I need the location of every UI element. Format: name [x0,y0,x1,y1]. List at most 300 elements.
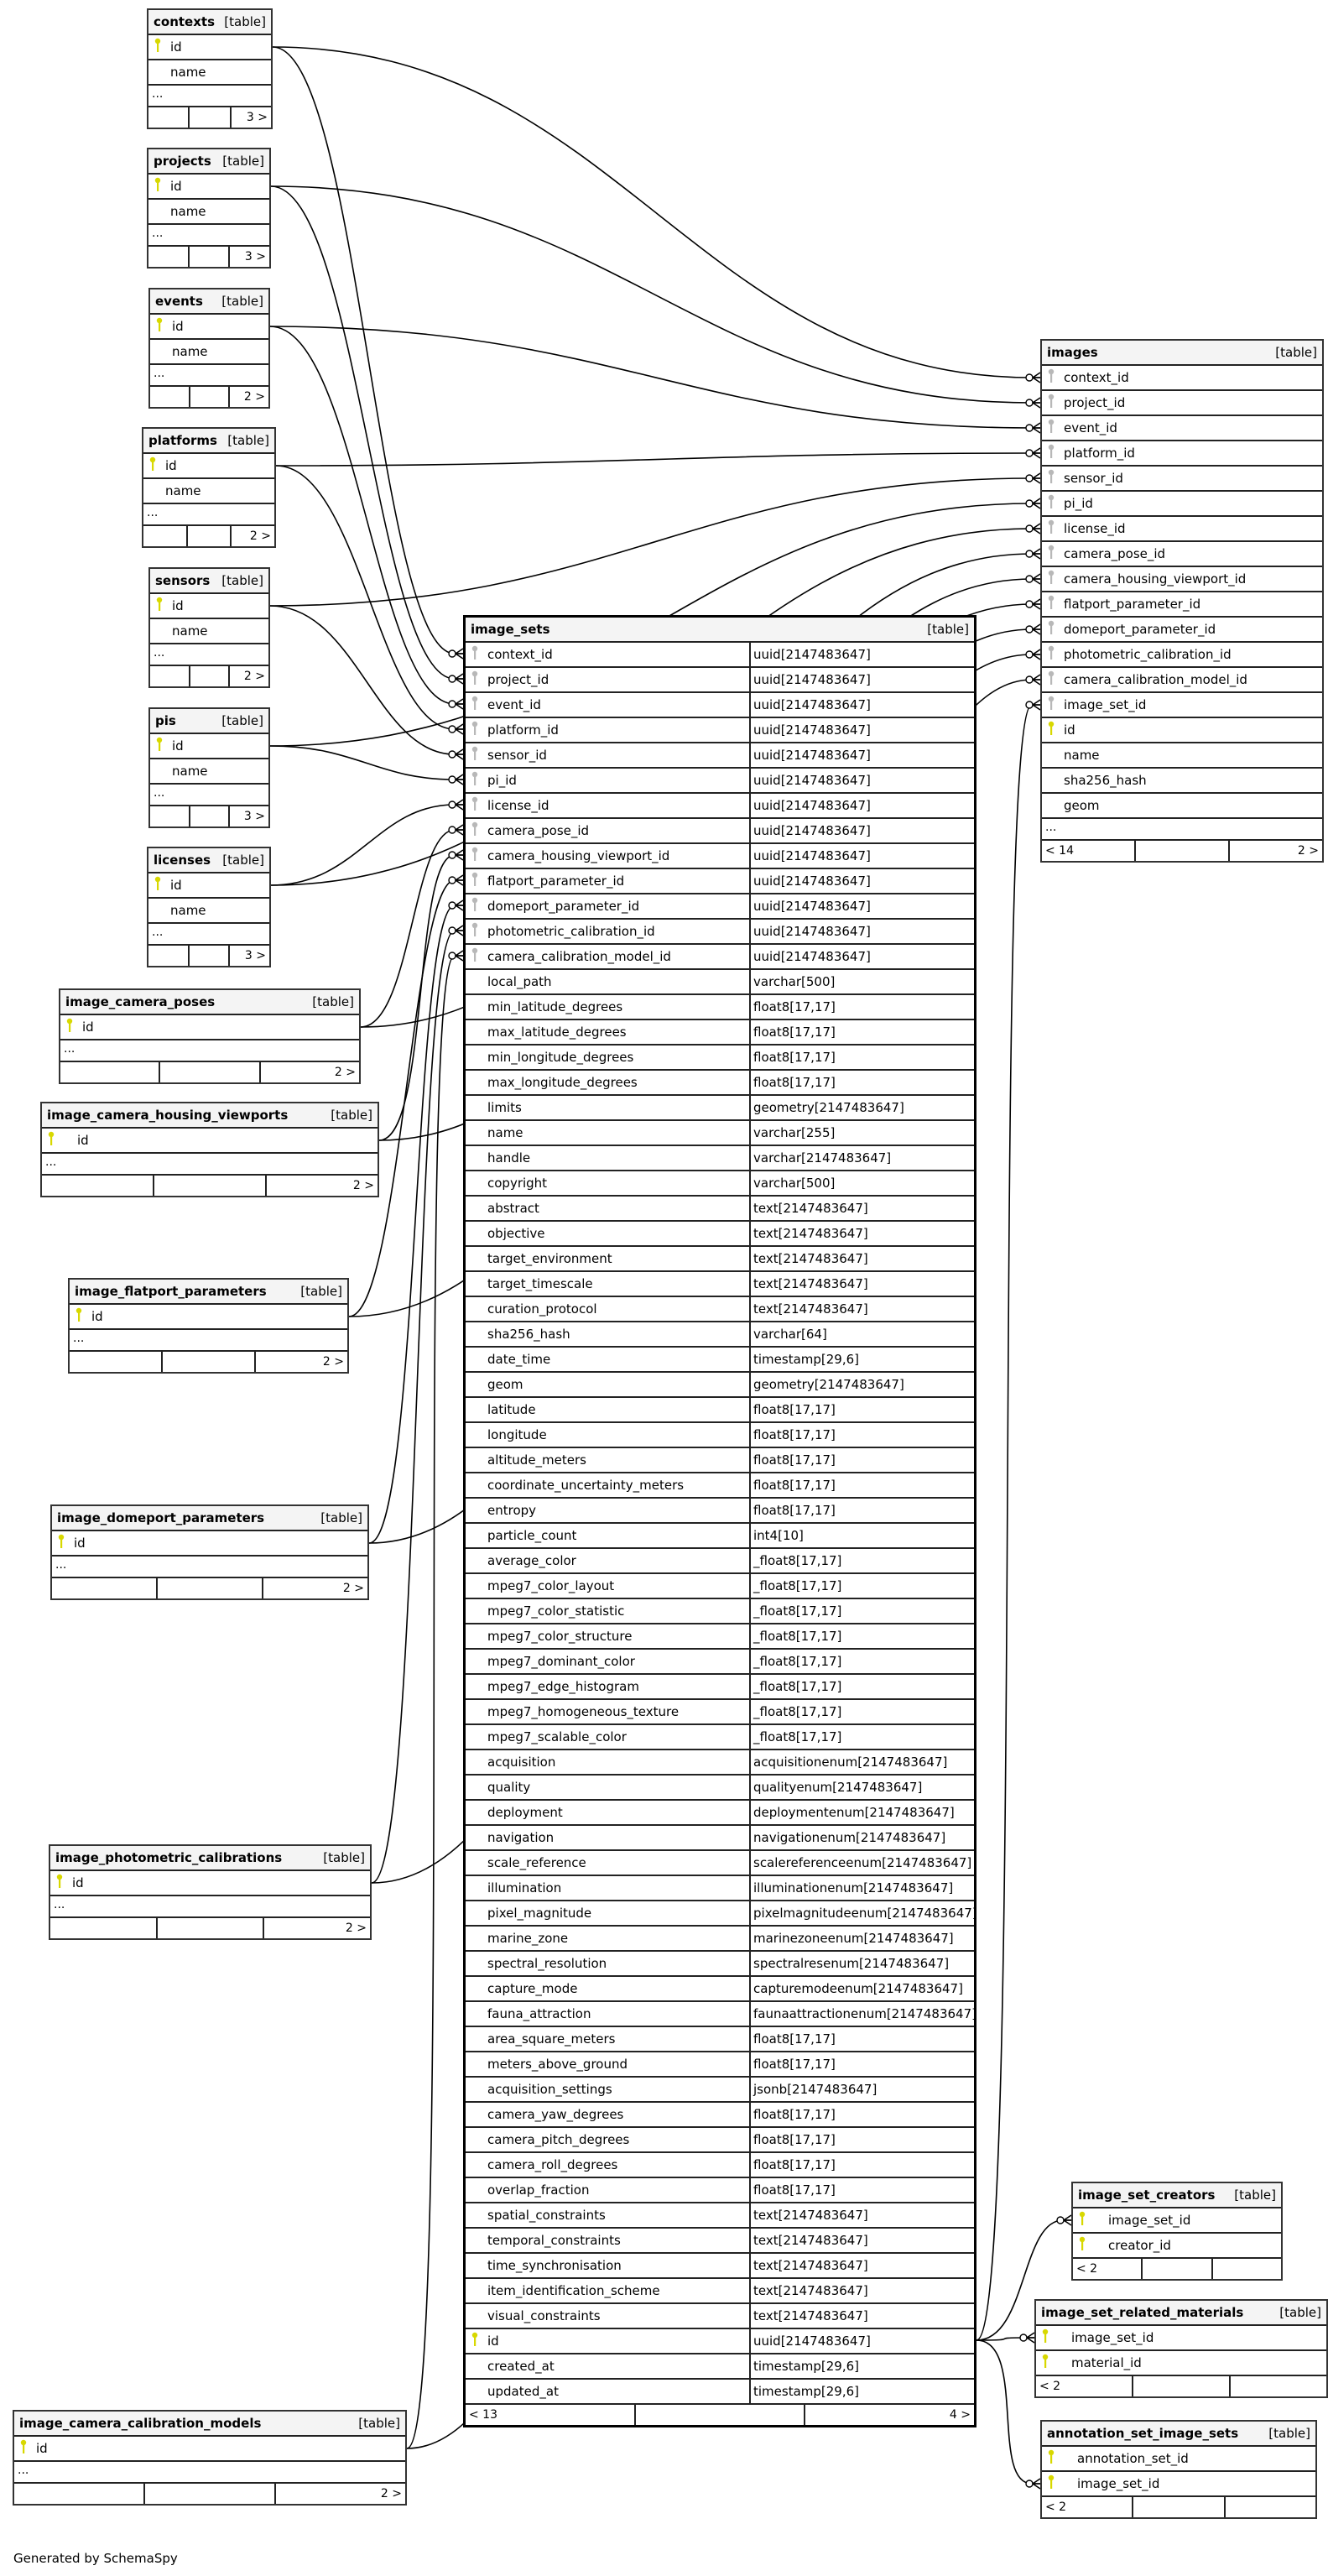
child-count[interactable]: 2 > [243,390,266,404]
column-row[interactable] [1042,492,1322,517]
column-row[interactable] [466,693,974,718]
column-name-cell [466,2203,751,2227]
column-type: text[2147483647] [753,1301,868,1317]
column-name: acquisition_settings [487,2082,612,2097]
parent-count[interactable]: < 2 [1042,2497,1133,2517]
child-count[interactable]: 3 > [244,250,267,263]
child-count[interactable]: 2 > [249,529,272,543]
column-row[interactable] [466,2203,974,2229]
column-name: min_longitude_degrees [487,1050,634,1065]
column-row[interactable] [1042,2472,1315,2497]
column-row[interactable] [466,2052,974,2078]
column-row[interactable] [1042,718,1322,743]
column-name: id [1064,722,1075,738]
child-count[interactable]: 2 > [342,1582,364,1595]
table-type-tag: [table] [1268,2426,1310,2441]
table-type-tag: [table] [1234,2188,1276,2203]
footer-spacer [1133,2497,1225,2517]
column-row[interactable] [466,1020,974,1046]
column-name-cell [466,794,751,817]
table-image-sets[interactable] [463,615,976,2427]
column-name: objective [487,1226,545,1241]
parent-count [148,247,190,267]
foreign-key-icon [1042,620,1060,639]
column-type: _float8[17,17] [753,1654,842,1669]
column-row[interactable] [150,619,268,644]
column-row[interactable] [1036,2326,1326,2351]
column-name: name [165,483,201,498]
column-row[interactable] [466,743,974,769]
table-contexts[interactable] [147,8,273,129]
column-name-cell [466,2103,751,2126]
child-count[interactable]: 2 > [345,1922,367,1935]
column-name: limits [487,1100,522,1115]
column-row[interactable] [466,2229,974,2254]
column-name: average_color [487,1553,576,1568]
footer-spacer [163,1352,256,1372]
table-header [1042,2422,1315,2447]
column-name: sensor_id [1064,471,1123,486]
column-row[interactable] [466,1499,974,1524]
column-row[interactable] [1042,769,1322,794]
column-row[interactable] [1042,2447,1315,2472]
parent-count[interactable]: < 2 [1073,2259,1143,2279]
table-platforms[interactable] [142,427,276,548]
column-row[interactable] [466,794,974,819]
foreign-key-icon [466,947,484,966]
link-image_camera_calibration_models-image-sets [407,956,463,2448]
column-name: id [77,1133,89,1148]
child-count[interactable]: 3 > [244,949,267,962]
column-row[interactable] [150,734,268,759]
column-row[interactable] [466,1197,974,1222]
crows-foot-marker [1026,2479,1040,2489]
column-row[interactable] [466,1473,974,1499]
column-name: mpeg7_dominant_color [487,1654,635,1669]
column-row[interactable] [148,35,271,60]
primary-key-icon [143,456,162,475]
column-name-cell [466,1423,751,1447]
table-header [1073,2183,1281,2208]
column-row[interactable] [466,718,974,743]
column-row[interactable] [466,1171,974,1197]
column-name: pi_id [1064,496,1093,511]
column-row[interactable] [466,1675,974,1700]
column-row[interactable] [466,2329,974,2354]
table-footer-counts [52,1578,367,1598]
column-row[interactable] [1042,517,1322,542]
column-name: time_synchronisation [487,2258,622,2273]
column-row[interactable] [1042,441,1322,467]
column-row[interactable] [466,1700,974,1725]
column-row[interactable] [143,454,274,479]
child-count[interactable]: 2 > [243,670,266,683]
column-name-cell [466,1071,751,1094]
column-type: uuid[2147483647] [753,949,871,964]
child-count[interactable]: 3 > [246,111,268,124]
column-row[interactable] [466,1750,974,1776]
table-type-tag: [table] [1275,345,1317,360]
column-type: geometry[2147483647] [753,1377,904,1392]
column-row[interactable] [466,2153,974,2178]
column-row[interactable] [466,2002,974,2027]
footer-spacer [158,1918,265,1938]
table-name: image_set_related_materials [1041,2305,1244,2320]
child-count[interactable]: 2 > [322,1355,344,1369]
column-row[interactable] [466,869,974,894]
column-row[interactable] [148,175,269,200]
column-row[interactable] [466,1322,974,1348]
table-type-tag: [table] [222,853,264,868]
column-row[interactable] [466,1776,974,1801]
column-type: text[2147483647] [753,2208,868,2223]
column-name: license_id [487,798,549,813]
column-type: uuid[2147483647] [753,672,871,687]
column-name: coordinate_uncertainty_meters [487,1478,685,1493]
table-annotation-set-image-sets[interactable] [1040,2420,1317,2519]
column-name: pixel_magnitude [487,1906,592,1921]
column-type: int4[10] [753,1528,804,1543]
column-name-cell [466,1901,751,1925]
column-row[interactable] [466,1624,974,1650]
column-name-cell [466,2254,751,2277]
column-name: mpeg7_homogeneous_texture [487,1704,680,1719]
column-name-cell [466,1473,751,1497]
column-row[interactable] [466,894,974,920]
column-name-cell [466,1776,751,1799]
table-name: contexts [154,14,215,29]
column-type: _float8[17,17] [753,1704,842,1719]
column-name-cell [466,693,751,717]
crows-foot-marker [1026,524,1040,534]
table-type-tag: [table] [227,433,269,448]
child-count[interactable]: 2 > [352,1179,374,1192]
child-count [1213,2259,1281,2279]
column-row[interactable] [1042,618,1322,643]
column-name: abstract [487,1201,539,1216]
column-row[interactable] [466,668,974,693]
foreign-key-icon [1042,595,1060,613]
table-image-camera-calibration-models[interactable] [13,2410,407,2506]
column-row[interactable] [42,1129,378,1154]
column-row[interactable] [14,2437,405,2462]
column-row[interactable] [1042,794,1322,819]
table-type-tag: [table] [331,1108,372,1123]
column-row[interactable] [466,1952,974,1977]
column-name: camera_pitch_degrees [487,2132,630,2147]
column-row[interactable] [466,2178,974,2203]
table-licenses[interactable] [147,847,271,967]
table-projects[interactable] [147,148,271,269]
column-name: photometric_calibration_id [1064,647,1232,662]
foreign-key-icon [466,721,484,739]
column-row[interactable] [466,1247,974,1272]
table-images[interactable] [1040,339,1324,863]
column-name-cell [466,643,751,666]
column-type: float8[17,17] [753,2182,836,2198]
column-type: uuid[2147483647] [753,722,871,738]
column-name: overlap_fraction [487,2182,590,2198]
column-row[interactable] [466,844,974,869]
link-image_camera_housing_viewports-image-sets [379,855,463,1140]
crows-foot-marker [1026,574,1040,584]
child-count[interactable]: 3 > [243,810,266,823]
child-count[interactable]: 2 > [334,1066,356,1079]
column-row[interactable] [466,1725,974,1750]
column-type: _float8[17,17] [753,1629,842,1644]
column-type: float8[17,17] [753,1025,836,1040]
column-row[interactable] [466,1574,974,1599]
parent-count[interactable]: < 2 [1036,2376,1133,2396]
column-row[interactable] [466,970,974,995]
column-name: name [487,1125,523,1140]
column-row[interactable] [1042,643,1322,668]
column-row[interactable] [466,643,974,668]
column-name: deployment [487,1805,563,1820]
foreign-key-icon [466,771,484,790]
column-row[interactable] [150,340,268,365]
column-row[interactable] [466,1927,974,1952]
column-row[interactable] [50,1871,370,1896]
column-row[interactable] [466,819,974,844]
column-row[interactable] [148,899,269,924]
column-name-cell [466,2229,751,2252]
foreign-key-icon [466,922,484,941]
column-row[interactable] [466,1348,974,1373]
table-type-tag: [table] [222,154,264,169]
child-count[interactable]: 4 > [949,2408,971,2422]
column-row[interactable] [1036,2351,1326,2376]
column-name-cell [466,920,751,943]
column-row[interactable] [1042,366,1322,391]
column-row[interactable] [1042,467,1322,492]
column-row[interactable] [466,769,974,794]
table-name: image_camera_housing_viewports [47,1108,289,1123]
column-row[interactable] [148,200,269,225]
column-row[interactable] [466,1398,974,1423]
footer-spacer [190,806,231,827]
column-row[interactable] [466,1826,974,1851]
column-row[interactable] [466,1901,977,1927]
column-row[interactable] [1042,592,1322,618]
column-name-cell [466,1096,751,1119]
column-row[interactable] [466,1448,974,1473]
column-row[interactable] [150,315,268,340]
column-row[interactable] [466,1423,974,1448]
column-name-cell [466,2279,751,2302]
table-image-camera-housing-viewports[interactable] [40,1102,379,1197]
table-sensors[interactable] [148,567,270,688]
link-image-sets-annotation-sets [976,2340,1040,2484]
link-image-sets-images [976,705,1040,2340]
column-row[interactable] [143,479,274,504]
column-row[interactable] [466,1222,974,1247]
table-image-set-creators[interactable] [1071,2182,1283,2281]
column-row[interactable] [1042,416,1322,441]
crows-foot-marker [449,774,463,785]
column-row[interactable] [1042,567,1322,592]
child-count[interactable]: 2 > [380,2487,402,2500]
more-columns-ellipsis: ... [42,1154,378,1176]
table-footer-counts [1036,2376,1326,2396]
link-sensors-image-sets [270,606,463,754]
foreign-key-icon [466,746,484,764]
more-columns-ellipsis: ... [52,1557,367,1578]
column-row[interactable] [466,1650,974,1675]
column-type: varchar[500] [753,1176,836,1191]
column-row[interactable] [1042,668,1322,693]
footer-spacer [145,2484,276,2504]
column-name: item_identification_scheme [487,2283,660,2298]
link-events-image-sets [270,326,463,704]
table-image-set-related-materials[interactable] [1034,2299,1328,2398]
column-name: geom [1064,798,1100,813]
column-row[interactable] [466,1524,974,1549]
column-name-cell [466,1272,751,1296]
parent-count[interactable]: < 14 [1042,841,1136,861]
column-type: uuid[2147483647] [753,848,871,863]
column-row[interactable] [466,2254,974,2279]
primary-key-icon [148,177,167,196]
column-row[interactable] [466,920,974,945]
column-row[interactable] [466,945,974,970]
column-row[interactable] [466,1373,974,1398]
table-header [1036,2301,1326,2326]
column-name-cell [466,1977,751,2000]
column-name: updated_at [487,2384,559,2399]
table-name: image_flatport_parameters [75,1284,267,1299]
column-row[interactable] [466,2279,974,2304]
parent-count [60,1062,160,1082]
parent-count [143,526,188,546]
column-row[interactable] [466,995,974,1020]
crows-foot-marker [1026,423,1040,433]
column-row[interactable] [1042,693,1322,718]
table-footer-counts [148,247,269,267]
column-type: spectralresenum[2147483647] [753,1956,950,1971]
column-row[interactable] [466,2103,974,2128]
parent-count [150,666,190,686]
crows-foot-marker [449,926,463,936]
column-name: camera_housing_viewport_id [487,848,670,863]
table-events[interactable] [148,288,270,409]
column-row[interactable] [466,1146,974,1171]
column-row[interactable] [466,1297,974,1322]
column-row[interactable] [466,1851,974,1876]
child-count[interactable]: 2 > [1297,844,1319,858]
column-type: text[2147483647] [753,2283,868,2298]
column-row[interactable] [1073,2234,1281,2259]
parent-count[interactable]: < 13 [466,2405,636,2425]
column-name: camera_pose_id [487,823,590,838]
column-name-cell [466,2380,751,2403]
column-type: text[2147483647] [753,2308,868,2323]
column-name: illumination [487,1880,562,1895]
column-row[interactable] [148,873,269,899]
column-row[interactable] [466,1272,974,1297]
more-columns-ellipsis: ... [150,785,268,806]
table-image-domeport-parameters[interactable] [50,1504,369,1600]
table-type-tag: [table] [224,14,266,29]
column-name: marine_zone [487,1931,569,1946]
column-name: name [170,204,206,219]
column-row[interactable] [52,1531,367,1557]
table-header [148,10,271,35]
column-row[interactable] [1073,2208,1281,2234]
column-row[interactable] [1042,542,1322,567]
link-licenses-image-sets [271,805,463,885]
column-row[interactable] [60,1015,359,1040]
column-name-cell [466,819,751,842]
link-sensors-images [270,478,1040,606]
column-row[interactable] [466,1876,974,1901]
column-type: text[2147483647] [753,2258,868,2273]
column-name-cell [466,743,751,767]
column-row[interactable] [466,2304,974,2329]
column-type: uuid[2147483647] [753,873,871,889]
primary-key-icon [1073,2236,1091,2255]
table-image-camera-poses[interactable] [59,988,361,1084]
column-name: local_path [487,974,552,989]
more-columns-ellipsis: ... [14,2462,405,2484]
foreign-key-icon [1042,696,1060,714]
column-row[interactable] [1042,391,1322,416]
table-header [60,990,359,1015]
column-row[interactable] [466,2078,974,2103]
column-type: qualityenum[2147483647] [753,1780,923,1795]
column-row[interactable] [466,1121,974,1146]
column-name: max_latitude_degrees [487,1025,627,1040]
column-name: license_id [1064,521,1126,536]
column-row[interactable] [466,2128,974,2153]
parent-count [50,1918,158,1938]
table-footer-counts [14,2484,405,2504]
column-row[interactable] [466,1801,974,1826]
column-type: uuid[2147483647] [753,823,871,838]
column-name: camera_calibration_model_id [487,949,671,964]
column-row[interactable] [466,1071,974,1096]
column-name-cell [466,1826,751,1849]
link-contexts-images [273,47,1040,378]
table-name: projects [154,154,211,169]
column-row[interactable] [1042,743,1322,769]
table-image-photometric-calibrations[interactable] [49,1844,372,1940]
column-row[interactable] [466,2027,974,2052]
column-row[interactable] [466,1977,974,2002]
column-row[interactable] [466,1599,974,1624]
column-row[interactable] [150,759,268,785]
column-type: timestamp[29,6] [753,2384,860,2399]
column-row[interactable] [466,1096,974,1121]
column-row[interactable] [466,1549,974,1574]
table-name: image_camera_calibration_models [19,2416,262,2431]
column-type: float8[17,17] [753,1075,836,1090]
more-columns-ellipsis: ... [70,1330,347,1352]
column-row[interactable] [70,1305,347,1330]
table-pis[interactable] [148,707,270,828]
column-row[interactable] [148,60,271,86]
table-image-flatport-parameters[interactable] [68,1278,349,1374]
column-row[interactable] [466,2380,974,2405]
column-row[interactable] [466,2354,974,2380]
table-type-tag: [table] [221,713,263,728]
column-row[interactable] [150,594,268,619]
primary-key-icon [60,1018,79,1036]
table-name: images [1047,345,1098,360]
column-name: created_at [487,2359,555,2374]
column-row[interactable] [466,1046,974,1071]
column-name: target_timescale [487,1276,593,1291]
